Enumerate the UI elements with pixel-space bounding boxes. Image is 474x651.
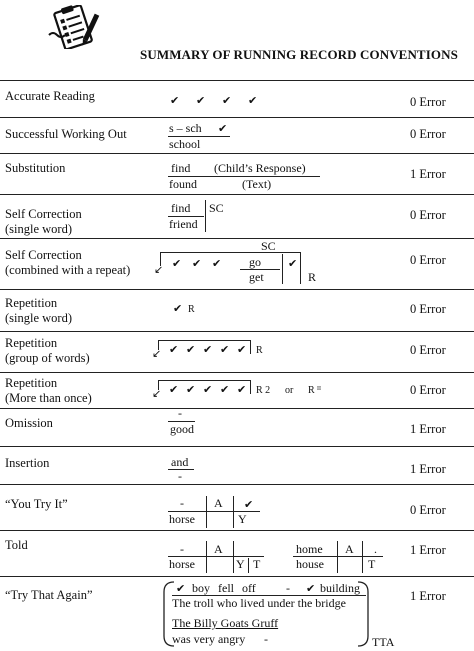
insertion-child-word: and: [171, 455, 189, 469]
row-label-substitution: Substitution: [5, 161, 66, 175]
arrow-icon: ↙: [152, 387, 162, 400]
table-rule: [0, 238, 474, 239]
check-mark: ✔: [237, 383, 247, 396]
table-rule: [0, 80, 474, 81]
row-label-repetition-group: Repetition (group of words): [5, 336, 90, 365]
error-count: 0 Error: [410, 95, 446, 109]
divider-line: [206, 496, 207, 528]
check-mark: ✔: [220, 383, 230, 396]
table-rule: [0, 484, 474, 485]
dash-mark: -: [286, 581, 290, 595]
check-mark: ✔: [196, 94, 206, 107]
divider-line: [206, 541, 207, 573]
error-count: 1 Error: [410, 589, 446, 603]
sc-repeat-text-word: get: [249, 270, 264, 284]
error-count: 1 Error: [410, 543, 446, 557]
table-rule: [0, 576, 474, 577]
check-mark: ✔: [306, 582, 316, 595]
substitution-child-word: find: [171, 161, 191, 175]
row-label-successful-working-out: Successful Working Out: [5, 127, 127, 141]
self-correction-child-word: find: [171, 201, 191, 215]
check-mark: ✔: [244, 498, 254, 511]
dash-mark: -: [180, 542, 184, 556]
tta-mark: TTA: [372, 635, 395, 649]
check-mark: ✔: [222, 94, 232, 107]
substitution-text-note: (Text): [242, 177, 272, 191]
table-rule: [0, 408, 474, 409]
dash-mark: -: [178, 406, 182, 420]
table-rule: [0, 446, 474, 447]
working-out-attempt: s – sch: [169, 121, 202, 135]
repetition-rn-sub: II: [317, 386, 321, 392]
check-mark: ✔: [173, 302, 183, 315]
repeat-bracket-line: [300, 252, 301, 284]
check-mark: ✔: [186, 343, 196, 356]
divider-line: [233, 541, 234, 573]
told-text-word-2: house: [296, 557, 324, 571]
self-correction-text-word: friend: [169, 217, 198, 231]
repeat-bracket-line: [160, 252, 300, 253]
repeat-bracket-line: [158, 340, 250, 341]
try-again-word: fell: [218, 581, 234, 595]
arrow-icon: ↙: [154, 263, 164, 276]
try-again-word: off: [242, 581, 256, 595]
check-mark: ✔: [176, 582, 186, 595]
sc-repeat-r: R: [308, 270, 317, 284]
row-label-omission: Omission: [5, 416, 53, 430]
divider-line: [248, 558, 249, 573]
dot-mark: .: [374, 542, 377, 556]
table-rule: [0, 530, 474, 531]
told-mark: T: [253, 557, 261, 571]
divider-line: [205, 200, 206, 232]
check-mark: ✔: [212, 257, 222, 270]
error-count: 1 Error: [410, 422, 446, 436]
clipboard-checklist-icon: [45, 5, 103, 49]
try-again-line-3: was very angry: [172, 632, 246, 646]
row-label-self-correction-repeat: Self Correction (combined with a repeat): [5, 248, 131, 277]
self-correction-mark: SC: [209, 201, 224, 215]
repetition-or: or: [285, 385, 294, 396]
appeal-mark: A: [214, 496, 223, 510]
check-mark: ✔: [172, 257, 182, 270]
error-count: 0 Error: [410, 503, 446, 517]
check-mark: ✔: [169, 343, 179, 356]
row-label-self-correction-single: Self Correction (single word): [5, 207, 82, 236]
check-mark: ✔: [186, 383, 196, 396]
sc-repeat-child-word: go: [249, 255, 261, 269]
row-label-you-try-it: “You Try It”: [5, 497, 68, 511]
told-child-word: home: [296, 542, 323, 556]
repetition-rn: R: [308, 385, 315, 396]
repeat-bracket-line: [158, 380, 250, 381]
row-label-accurate-reading: Accurate Reading: [5, 89, 95, 103]
error-count: 1 Error: [410, 462, 446, 476]
repeat-bracket-line: [250, 340, 251, 354]
row-label-try-that-again: “Try That Again”: [5, 588, 93, 602]
table-rule: [0, 331, 474, 332]
you-try-mark: Y: [238, 512, 247, 526]
appeal-mark: A: [345, 542, 354, 556]
table-rule: [0, 117, 474, 118]
arrow-icon: ↙: [152, 347, 162, 360]
told-you-mark: Y: [236, 557, 245, 571]
row-label-repetition-more: Repetition (More than once): [5, 376, 92, 405]
divider-line: [362, 541, 363, 573]
error-count: 0 Error: [410, 302, 446, 316]
row-label-insertion: Insertion: [5, 456, 50, 470]
check-mark: ✔: [169, 383, 179, 396]
page-title: SUMMARY OF RUNNING RECORD CONVENTIONS: [140, 47, 458, 62]
told-text-word: horse: [169, 557, 195, 571]
table-rule: [0, 194, 474, 195]
table-rule: [0, 372, 474, 373]
check-mark: ✔: [248, 94, 258, 107]
check-mark: ✔: [170, 94, 180, 107]
told-mark-2: T: [368, 557, 376, 571]
substitution-text-word: found: [169, 177, 197, 191]
repetition-single-r: R: [188, 304, 195, 315]
dash-mark: -: [178, 469, 182, 483]
appeal-mark: A: [214, 542, 223, 556]
try-again-word: boy: [192, 581, 210, 595]
dash-mark: -: [180, 496, 184, 510]
divider-line: [337, 541, 338, 573]
check-mark: ✔: [288, 257, 298, 270]
check-mark: ✔: [220, 343, 230, 356]
table-rule: [0, 153, 474, 154]
try-again-line-1: The troll who lived under the bridge: [172, 596, 346, 610]
dash-mark: -: [264, 632, 268, 646]
check-mark: ✔: [218, 122, 228, 135]
check-mark: ✔: [203, 383, 213, 396]
you-try-text-word: horse: [169, 512, 195, 526]
omission-text-word: good: [170, 422, 194, 436]
substitution-child-note: (Child’s Response): [214, 161, 306, 175]
try-again-word: building: [320, 581, 361, 595]
error-count: 1 Error: [410, 167, 446, 181]
error-count: 0 Error: [410, 383, 446, 397]
sc-repeat-mark: SC: [261, 239, 276, 253]
repetition-r2: R 2: [256, 385, 271, 396]
repeat-bracket-line: [250, 380, 251, 394]
row-label-repetition-single: Repetition (single word): [5, 296, 72, 325]
error-count: 0 Error: [410, 343, 446, 357]
divider-line: [233, 496, 234, 528]
working-out-text: school: [169, 137, 201, 151]
check-mark: ✔: [203, 343, 213, 356]
table-rule: [0, 289, 474, 290]
error-count: 0 Error: [410, 253, 446, 267]
try-again-line-2: The Billy Goats Gruff: [172, 616, 279, 630]
divider-line: [282, 254, 283, 284]
error-count: 0 Error: [410, 208, 446, 222]
row-label-told: Told: [5, 538, 28, 552]
repetition-group-r: R: [256, 345, 263, 356]
check-mark: ✔: [237, 343, 247, 356]
error-count: 0 Error: [410, 127, 446, 141]
check-mark: ✔: [192, 257, 202, 270]
